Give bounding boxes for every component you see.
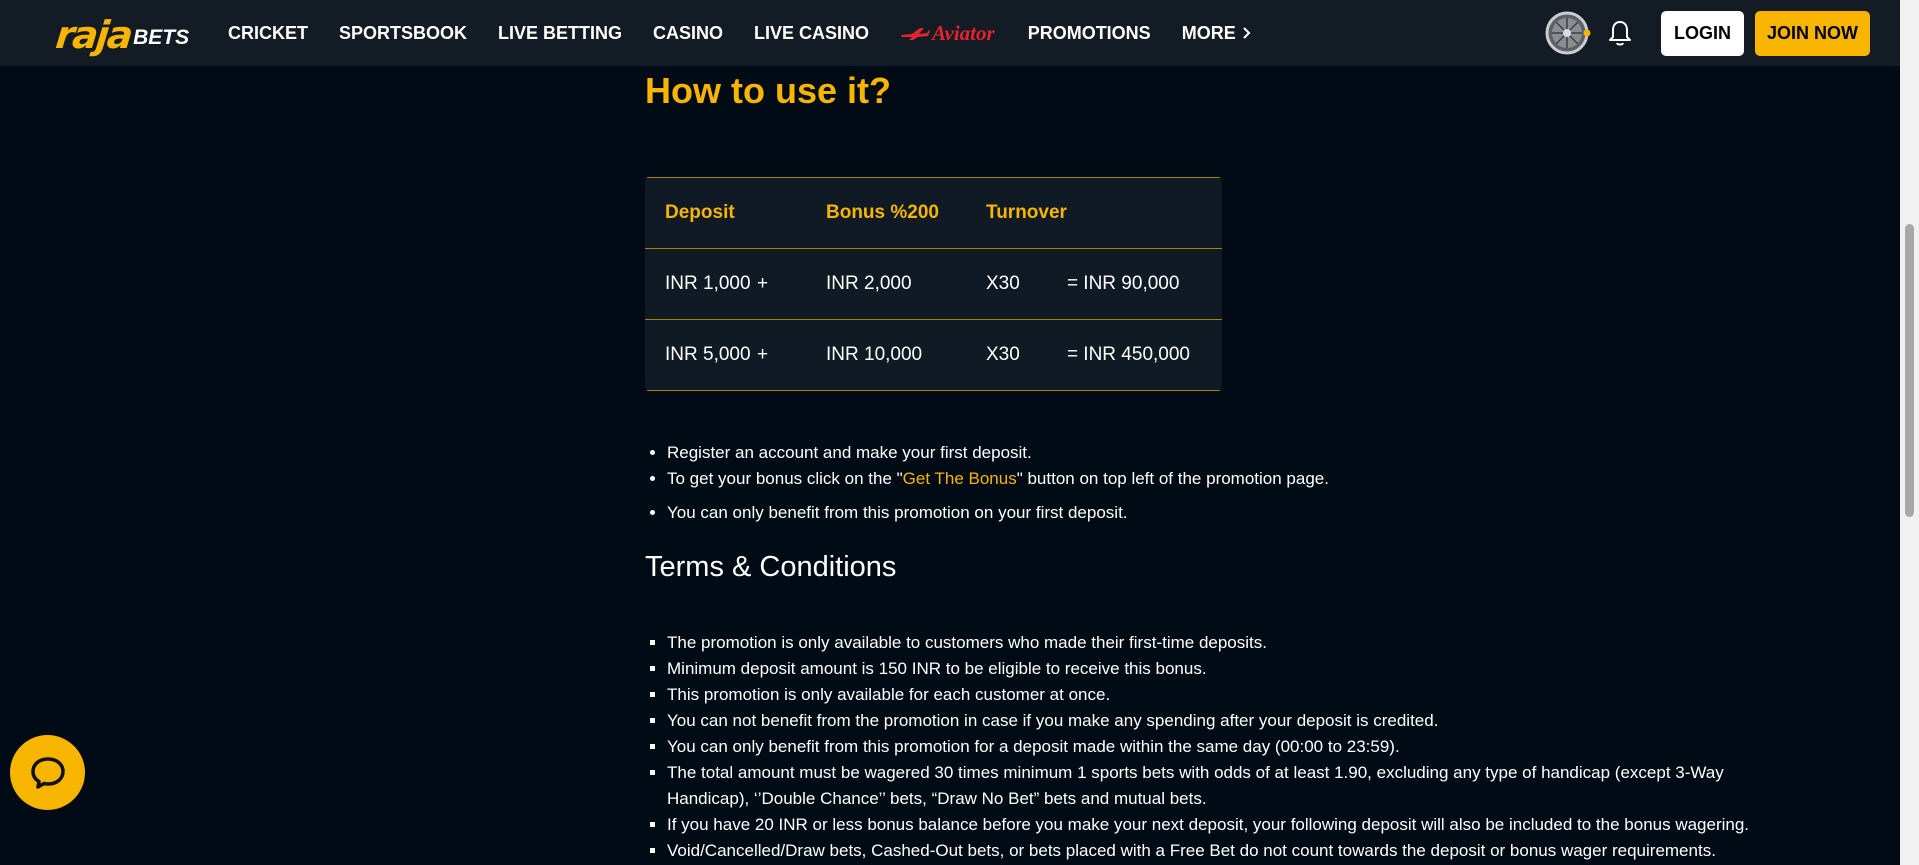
scrollbar-thumb[interactable] [1905,224,1914,517]
logo-suffix-text: BETS [133,26,190,49]
table-header-row [645,178,1222,249]
nav-aviator[interactable] [900,21,995,46]
aviator-label: Aviator [932,20,995,45]
chevron-right-icon [1242,26,1251,40]
bonus-table [645,177,1222,391]
login-button[interactable]: LOGIN [1661,11,1744,56]
table-cell: X30 [986,320,1067,391]
nav-casino[interactable]: CASINO [653,22,724,43]
table-header-cell: Turnover [986,178,1067,249]
terms-item: ▪ If you have 20 INR or less bonus balance before you make your next deposit, your following deposit will also be included to the bonus wagering. [667,812,1795,838]
table-cell: = INR 450,000 [1067,320,1222,391]
terms-item: ▪ Void/Cancelled/Draw bets, Cashed-Out bets, or bets placed with a Free Bet do not count towards the deposit or bonus wager requirements. [667,838,1795,864]
top-header [0,0,1900,66]
nav-promotions[interactable]: PROMOTIONS [1027,22,1151,43]
bell-icon[interactable] [1605,18,1635,48]
main-nav [228,0,1282,66]
table-cell: INR 2,000 [826,249,986,320]
terms-item: ▪ This promotion is only available for each customer at once. [667,682,1795,708]
join-now-button[interactable]: JOIN NOW [1755,11,1870,56]
header-actions [1545,0,1870,66]
table-cell: + [757,320,826,391]
table-cell: X30 [986,249,1067,320]
table-cell: INR 10,000 [826,320,986,391]
fortune-wheel-icon[interactable] [1545,10,1591,56]
terms-item: ▪ You can only benefit from this promotion for a deposit made within the same day (00:00 to 23:59). [667,734,1795,760]
nav-more[interactable] [1182,23,1251,44]
chat-icon [29,754,67,792]
nav-live-casino[interactable]: LIVE CASINO [754,22,870,43]
terms-item: ▪ The total amount must be wagered 30 times minimum 1 sports bets with odds of at least 1.90, excluding any type of handicap (except 3-Way Handicap), ‘’Double Chance’’ bets, “Draw No Bet” bets and mutual bets. [667,760,1795,812]
nav-sportsbook[interactable]: SPORTSBOOK [339,22,468,43]
table-cell: = INR 90,000 [1067,249,1222,320]
terms-title: Terms & Conditions [645,551,897,583]
table-header-cell: Deposit [645,178,757,249]
how-to-list [645,440,1329,526]
howto-text-prefix: To get your bonus click on the " [667,469,903,488]
logo-main-text: raja [53,13,134,57]
terms-item: ▪ The promotion is only available to customers who made their first-time deposits. [667,630,1795,656]
plane-icon [900,25,930,41]
table-row [645,249,1222,320]
list-item: • You can only benefit from this promotion on your first deposit. [667,500,1329,526]
terms-list [645,630,1795,864]
table-header-cell [1067,178,1222,249]
list-item [667,466,1329,492]
table-header-cell: Bonus %200 [826,178,986,249]
table-cell: + [757,249,826,320]
get-the-bonus-link[interactable]: Get The Bonus [902,469,1017,488]
nav-cricket[interactable]: CRICKET [228,22,308,43]
table-header-cell [757,178,826,249]
nav-live-betting[interactable]: LIVE BETTING [498,22,623,43]
howto-text-suffix: " button on top left of the promotion page. [1016,469,1329,488]
nav-more-label: MORE [1181,22,1236,43]
table-cell: INR 5,000 [645,320,757,391]
page-scrollbar[interactable] [1900,0,1919,865]
terms-item: ▪ Minimum deposit amount is 150 INR to be eligible to receive this bonus. [667,656,1795,682]
page-title: How to use it? [645,70,891,111]
site-logo[interactable] [53,12,190,57]
table-row [645,320,1222,391]
live-chat-button[interactable] [10,735,85,810]
table-cell: INR 1,000 [645,249,757,320]
list-item: • Register an account and make your first deposit. [667,440,1329,466]
terms-item: ▪ You can not benefit from the promotion in case if you make any spending after your deposit is credited. [667,708,1795,734]
